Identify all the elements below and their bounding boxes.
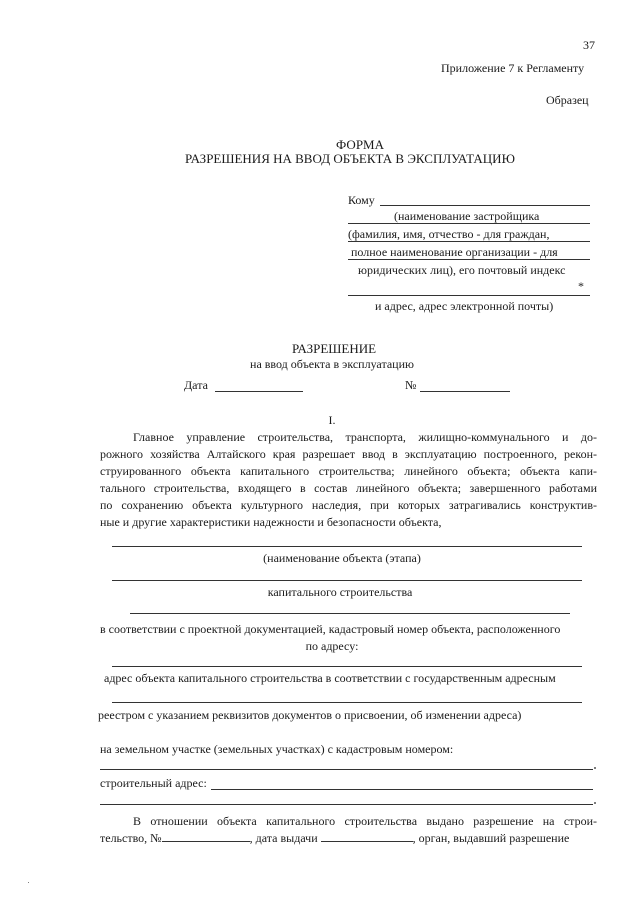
paragraph-line-2: рожного хозяйства Алтайского края разрешает ввод в эксплуатацию построенного, рекон- — [100, 447, 597, 461]
to-line — [380, 205, 590, 206]
number-label: № — [405, 378, 417, 392]
construction-address-field-2 — [100, 804, 593, 805]
recipient-line-2 — [348, 241, 590, 242]
capital-construction-caption: капитального строительства — [267, 585, 413, 599]
recipient-caption-2: (фамилия, имя, отчество - для граждан, — [348, 227, 550, 241]
issuing-authority-label: , орган, выдавший разрешение — [412, 831, 570, 845]
recipient-caption-5: и адрес, адрес электронной почты) — [375, 299, 554, 313]
period-mark — [594, 767, 596, 769]
by-address-label: по адресу: — [305, 639, 359, 653]
address-caption-2: реестром с указанием реквизитов документов о присвоении, об изменении адреса) — [98, 708, 522, 722]
recipient-caption-4: юридических лиц), его почтовый индекс — [358, 263, 566, 277]
paragraph-line-4: тального строительства, входящего в состав линейного объекта; завершенного работами — [100, 481, 597, 495]
address-caption-1: адрес объекта капитального строительства в соответствии с государственным адресным — [104, 671, 556, 685]
land-plot-field — [100, 769, 593, 770]
permit-number-field — [162, 830, 250, 842]
final-line-1: В отношении объекта капитального строительства выдано разрешение на строи- — [133, 814, 597, 828]
permit-subtitle: на ввод объекта в эксплуатацию — [250, 357, 414, 371]
object-name-caption: (наименование объекта (этапа) — [263, 551, 421, 565]
paragraph-line-5: по сохранению объекта культурного наследия, при которых затрагивались конструктив- — [100, 498, 597, 512]
address-line-2 — [112, 702, 582, 703]
to-label: Кому — [348, 193, 375, 207]
permit-title: РАЗРЕШЕНИЕ — [291, 341, 377, 356]
issue-date-field — [321, 830, 413, 842]
page-number: 37 — [583, 38, 595, 52]
recipient-line-3 — [348, 259, 590, 260]
issue-date-label: , дата выдачи — [249, 831, 318, 845]
recipient-line-4 — [348, 295, 590, 296]
period-mark-2 — [594, 802, 596, 804]
paragraph-line-3: струированного объекта капитального строительства; линейного объекта; объекта капи- — [100, 464, 597, 478]
recipient-caption-3: полное наименование организации - для — [351, 245, 558, 259]
object-name-line — [112, 546, 582, 547]
permit-number-label: тельство, № — [100, 831, 162, 845]
scan-speck — [28, 882, 29, 883]
sample-label: Образец — [546, 93, 589, 107]
date-label: Дата — [184, 378, 208, 392]
construction-address-label: строительный адрес: — [100, 776, 207, 790]
construction-address-field — [211, 789, 593, 790]
number-field — [420, 391, 510, 392]
appendix-reference: Приложение 7 к Регламенту — [441, 61, 585, 75]
paragraph-line-6: ные и другие характеристики надежности и безопасности объекта, — [100, 515, 442, 529]
date-field — [215, 391, 303, 392]
recipient-caption-1: (наименование застройщика — [394, 209, 540, 223]
final-line-2 — [100, 830, 569, 846]
form-subtitle: РАЗРЕШЕНИЯ НА ВВОД ОБЪЕКТА В ЭКСПЛУАТАЦИЮ — [185, 151, 515, 166]
paragraph-line-1: Главное управление строительства, транспорта, жилищно-коммунального и до- — [133, 430, 597, 444]
project-doc-line: в соответствии с проектной документацией, кадастровый номер объекта, расположенного — [100, 622, 561, 636]
address-line-1 — [112, 666, 582, 667]
object-name-line-3 — [130, 613, 570, 614]
form-title: ФОРМА — [336, 137, 384, 152]
land-plot-line: на земельном участке (земельных участках) с кадастровым номером: — [100, 742, 454, 756]
section-number: I. — [328, 413, 336, 427]
object-name-line-2 — [112, 580, 582, 581]
recipient-line-1 — [348, 223, 590, 224]
asterisk-mark: * — [578, 279, 584, 293]
